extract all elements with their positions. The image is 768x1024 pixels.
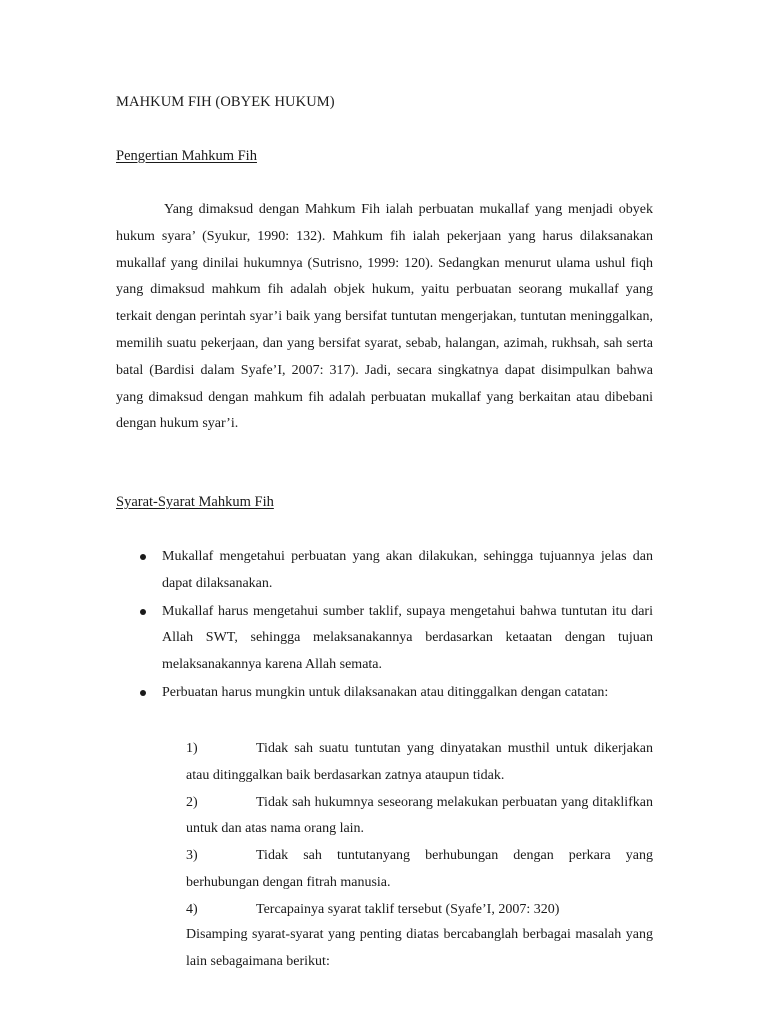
section-heading-definition: Pengertian Mahkum Fih (116, 148, 257, 164)
bullet-item (116, 680, 653, 707)
numbered-item (186, 790, 653, 844)
numbered-text: Tidak sah suatu tuntutan yang dinyatakan musthil untuk dikerjakan atau ditinggalkan baik berdasarkan zatnya ataupun tidak. (186, 741, 653, 783)
numbered-item (186, 843, 653, 897)
numbered-marker: 2) (186, 794, 198, 810)
document-title: MAHKUM FIH (OBYEK HUKUM) (116, 94, 335, 110)
conditions-numbered-list (186, 736, 653, 924)
bullet-dot-icon (140, 690, 146, 696)
closing-paragraph: Disamping syarat-syarat yang penting diatas bercabanglah berbagai masalah yang lain sebagaimana berikut: (186, 927, 653, 969)
numbered-marker: 3) (186, 848, 198, 864)
bullet-text: Mukallaf mengetahui perbuatan yang akan dilakukan, sehingga tujuannya jelas dan dapat dilaksanakan. (162, 549, 653, 591)
numbered-text: Tidak sah hukumnya seseorang melakukan perbuatan yang ditaklifkan untuk dan atas nama orang lain. (186, 794, 653, 837)
numbered-marker: 4) (186, 901, 198, 917)
bullet-dot-icon (140, 554, 146, 560)
numbered-item (186, 897, 653, 924)
bullet-item (116, 599, 653, 679)
bullet-text: Perbuatan harus mungkin untuk dilaksanakan atau ditinggalkan dengan catatan: (162, 684, 609, 700)
numbered-item (186, 736, 653, 790)
definition-paragraph: Yang dimaksud dengan Mahkum Fih ialah perbuatan mukallaf yang menjadi obyek hukum syara’ (Syukur, 1990: 132). Mahkum fih ialah pekerjaan yang harus dilaksanakan mukallaf yang dinilai hukumnya (Sutrisno, 1999: 120). Sedangkan menurut ulama ushul fiqh yang dimaksud mahkum fih adalah objek hukum, yaitu perbuatan seorang mukallaf yang terkait dengan perintah syar’i baik yang bersifat tuntutan mengerjakan, tuntutan meninggalkan, memilih suatu pekerjaan, dan yang bersifat syarat, sebab, halangan, azimah, rukhsah, sah serta batal (Bardisi dalam Syafe’I, 2007: 317). Jadi, secara singkatnya dapat disimpulkan bahwa yang dimaksud dengan mahkum fih adalah perbuatan mukallaf yang berkaitan atau dibebani dengan hukum syar’i. (116, 202, 653, 432)
bullet-item (116, 544, 653, 598)
bullet-dot-icon (140, 609, 146, 615)
bullet-text: Mukallaf harus mengetahui sumber taklif, supaya mengetahui bahwa tuntutan itu dari Allah SWT, sehingga melaksanakannya berdasarkan ketaatan dengan tujuan melaksanakannya karena Allah semata. (162, 603, 653, 673)
numbered-marker: 1) (186, 741, 198, 756)
numbered-text: Tercapainya syarat taklif tersebut (Syafe’I, 2007: 320) (256, 901, 560, 917)
requirements-bullet-list (116, 544, 653, 708)
definition-paragraph-block (116, 197, 653, 438)
numbered-text: Tidak sah tuntutanyang berhubungan dengan perkara yang berhubungan dengan fitrah manusia. (186, 848, 653, 890)
section-heading-requirements: Syarat-Syarat Mahkum Fih (116, 494, 274, 510)
